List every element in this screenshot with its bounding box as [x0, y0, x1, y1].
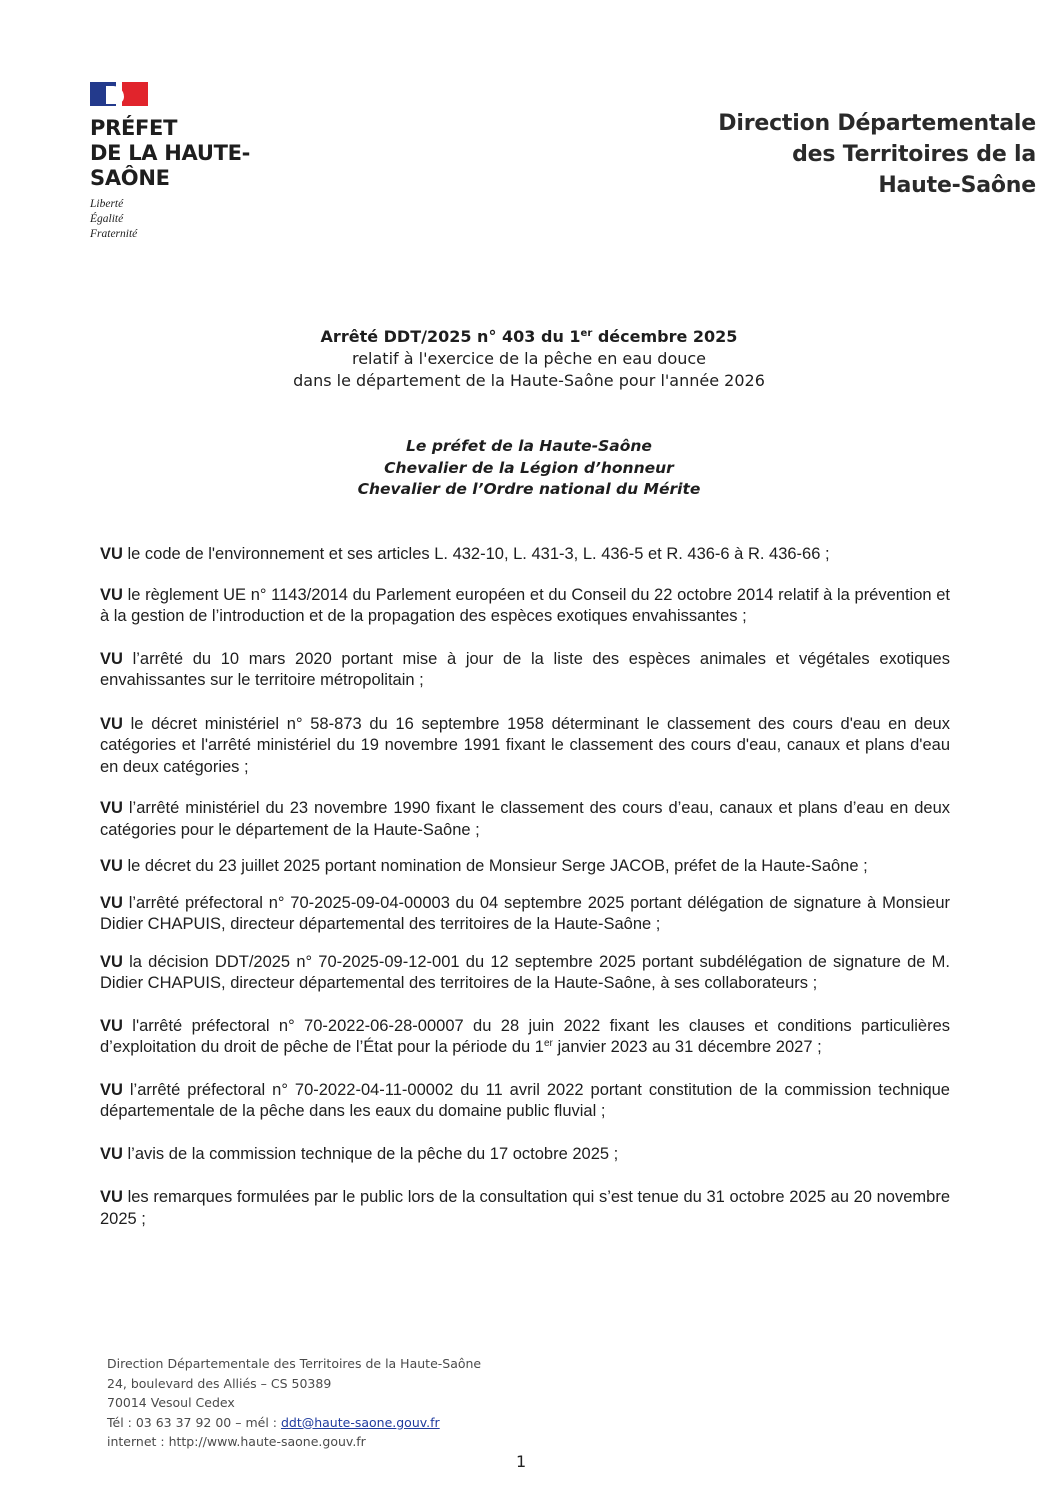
prefet-title-line: PRÉFET [90, 116, 178, 140]
decree-subject-line: dans le département de la Haute-Saône pour l'année 2026 [293, 371, 765, 390]
prefect-line: Le préfet de la Haute-Saône [406, 437, 652, 455]
consideration-text: le code de l'environnement et ses articles L. 432-10, L. 431-3, L. 436-5 et R. 436-6 à R. 436-66 ; [122, 545, 830, 563]
consideration-item [100, 893, 950, 936]
consideration-text: les remarques formulées par le public lors de la consultation qui s’est tenue du 31 octobre 2025 au 20 novembre 2025 ; [100, 1188, 950, 1228]
consideration-item [100, 1016, 950, 1059]
consideration-item [100, 856, 950, 878]
prefect-titles [0, 436, 1058, 501]
motto-line: Liberté [90, 198, 124, 210]
page-number: 1 [516, 1452, 527, 1471]
motto-line: Égalité [90, 213, 124, 225]
consideration-text: l’arrêté préfectoral n° 70-2022-04-11-00002 du 11 avril 2022 portant constitution de la commission technique départementale de la pêche dans les eaux du domaine public fluvial ; [100, 1080, 950, 1120]
vu-prefix: VU [100, 952, 123, 971]
vu-prefix: VU [100, 1016, 123, 1035]
footer-contact [107, 1413, 481, 1433]
decree-subject-line: relatif à l'exercice de la pêche en eau douce [351, 349, 707, 368]
consideration-sup: er [543, 1038, 553, 1049]
footer-line: Direction Départementale des Territoires de la Haute-Saône [107, 1356, 482, 1371]
footer-address [107, 1354, 481, 1452]
footer-email-link[interactable]: ddt@haute-saone.gouv.fr [280, 1414, 440, 1430]
vu-prefix: VU [100, 714, 123, 733]
vu-prefix: VU [100, 857, 123, 875]
consideration-text: l’arrêté ministériel du 23 novembre 1990 fixant le classement des cours d’eau, canaux et plans d’eau en deux catégories pour le département de la Haute-Saône ; [100, 799, 950, 839]
consideration-item [100, 798, 950, 841]
vu-prefix: VU [100, 799, 123, 817]
consideration-item [100, 585, 950, 628]
prefect-line: Chevalier de l’Ordre national du Mérite [357, 480, 701, 498]
consideration-item [100, 714, 950, 779]
vu-prefix: VU [100, 585, 123, 604]
footer-phone: Tél : 03 63 37 92 00 – mél : [107, 1414, 281, 1430]
consideration-item [100, 1080, 950, 1123]
consideration-text: l'arrêté préfectoral n° 70-2022-06-28-00007 du 28 juin 2022 fixant les clauses et conditions particulières d’exploitation du droit de pêche de l’État pour la période du 1 [100, 1016, 950, 1056]
consideration-text: le décret ministériel n° 58-873 du 16 septembre 1958 déterminant le classement des cours d'eau en deux catégories et l'arrêté ministériel du 19 novembre 1991 fixant le classement des cours d'eau, canaux et plans d'eau en deux catégories ; [100, 714, 950, 776]
direction-header [718, 108, 1036, 201]
consideration-text: le règlement UE n° 1143/2014 du Parlement européen et du Conseil du 22 octobre 2014 relatif à la prévention et à la gestion de l’introduction et de la propagation des espèces exotiques envahissantes ; [100, 585, 950, 625]
consideration-text: janvier 2023 au 31 décembre 2027 ; [552, 1038, 822, 1056]
footer-line: 24, boulevard des Alliés – CS 50389 [107, 1375, 332, 1391]
decree-title [0, 326, 1058, 392]
consideration-item [100, 1187, 950, 1230]
title-main-sup: er [580, 328, 593, 339]
prefecture-logo [90, 82, 290, 242]
vu-prefix: VU [100, 1080, 123, 1099]
consideration-text: la décision DDT/2025 n° 70-2025-09-12-001 du 12 septembre 2025 portant subdélégation de signature de M. Didier CHAPUIS, directeur départemental des territoires de la Haute-Saône, à ses collaborateurs ; [100, 952, 950, 992]
vu-prefix: VU [100, 1188, 123, 1206]
vu-prefix: VU [100, 1144, 123, 1163]
motto-line: Fraternité [90, 228, 138, 240]
consideration-text: l’arrêté préfectoral n° 70-2025-09-04-00003 du 04 septembre 2025 portant délégation de signature à Monsieur Didier CHAPUIS, directeur départemental des territoires de la Haute-Saône ; [100, 893, 950, 933]
title-main-prefix: Arrêté DDT/2025 n° 403 du 1 [320, 327, 581, 346]
republic-motto [90, 197, 290, 242]
consideration-text: l’avis de la commission technique de la pêche du 17 octobre 2025 ; [122, 1144, 619, 1163]
consideration-item [100, 544, 950, 566]
direction-line: Direction Départementale [718, 111, 1036, 136]
decree-title-main [0, 326, 1058, 348]
vu-prefix: VU [100, 649, 123, 668]
footer-website: internet : http://www.haute-saone.gouv.fr [107, 1434, 366, 1449]
direction-line: Haute-Saône [878, 173, 1036, 198]
prefet-title [90, 116, 290, 191]
title-main-suffix: décembre 2025 [592, 327, 738, 346]
consideration-item [100, 649, 950, 692]
vu-prefix: VU [100, 893, 123, 912]
considerations-list [100, 544, 950, 1230]
footer-line: 70014 Vesoul Cedex [107, 1395, 235, 1410]
consideration-text: le décret du 23 juillet 2025 portant nomination de Monsieur Serge JACOB, préfet de la Haute-Saône ; [122, 857, 868, 875]
prefet-title-line: DE LA HAUTE- [90, 141, 251, 165]
prefect-line: Chevalier de la Légion d’honneur [384, 458, 674, 477]
vu-prefix: VU [100, 545, 123, 563]
consideration-item [100, 1144, 950, 1166]
marianne-flag-icon [90, 82, 148, 106]
direction-line: des Territoires de la [792, 142, 1036, 167]
consideration-item [100, 952, 950, 995]
consideration-text: l’arrêté du 10 mars 2020 portant mise à jour de la liste des espèces animales et végétales exotiques envahissantes sur le territoire métropolitain ; [100, 649, 950, 689]
prefet-title-line: SAÔNE [90, 166, 170, 190]
